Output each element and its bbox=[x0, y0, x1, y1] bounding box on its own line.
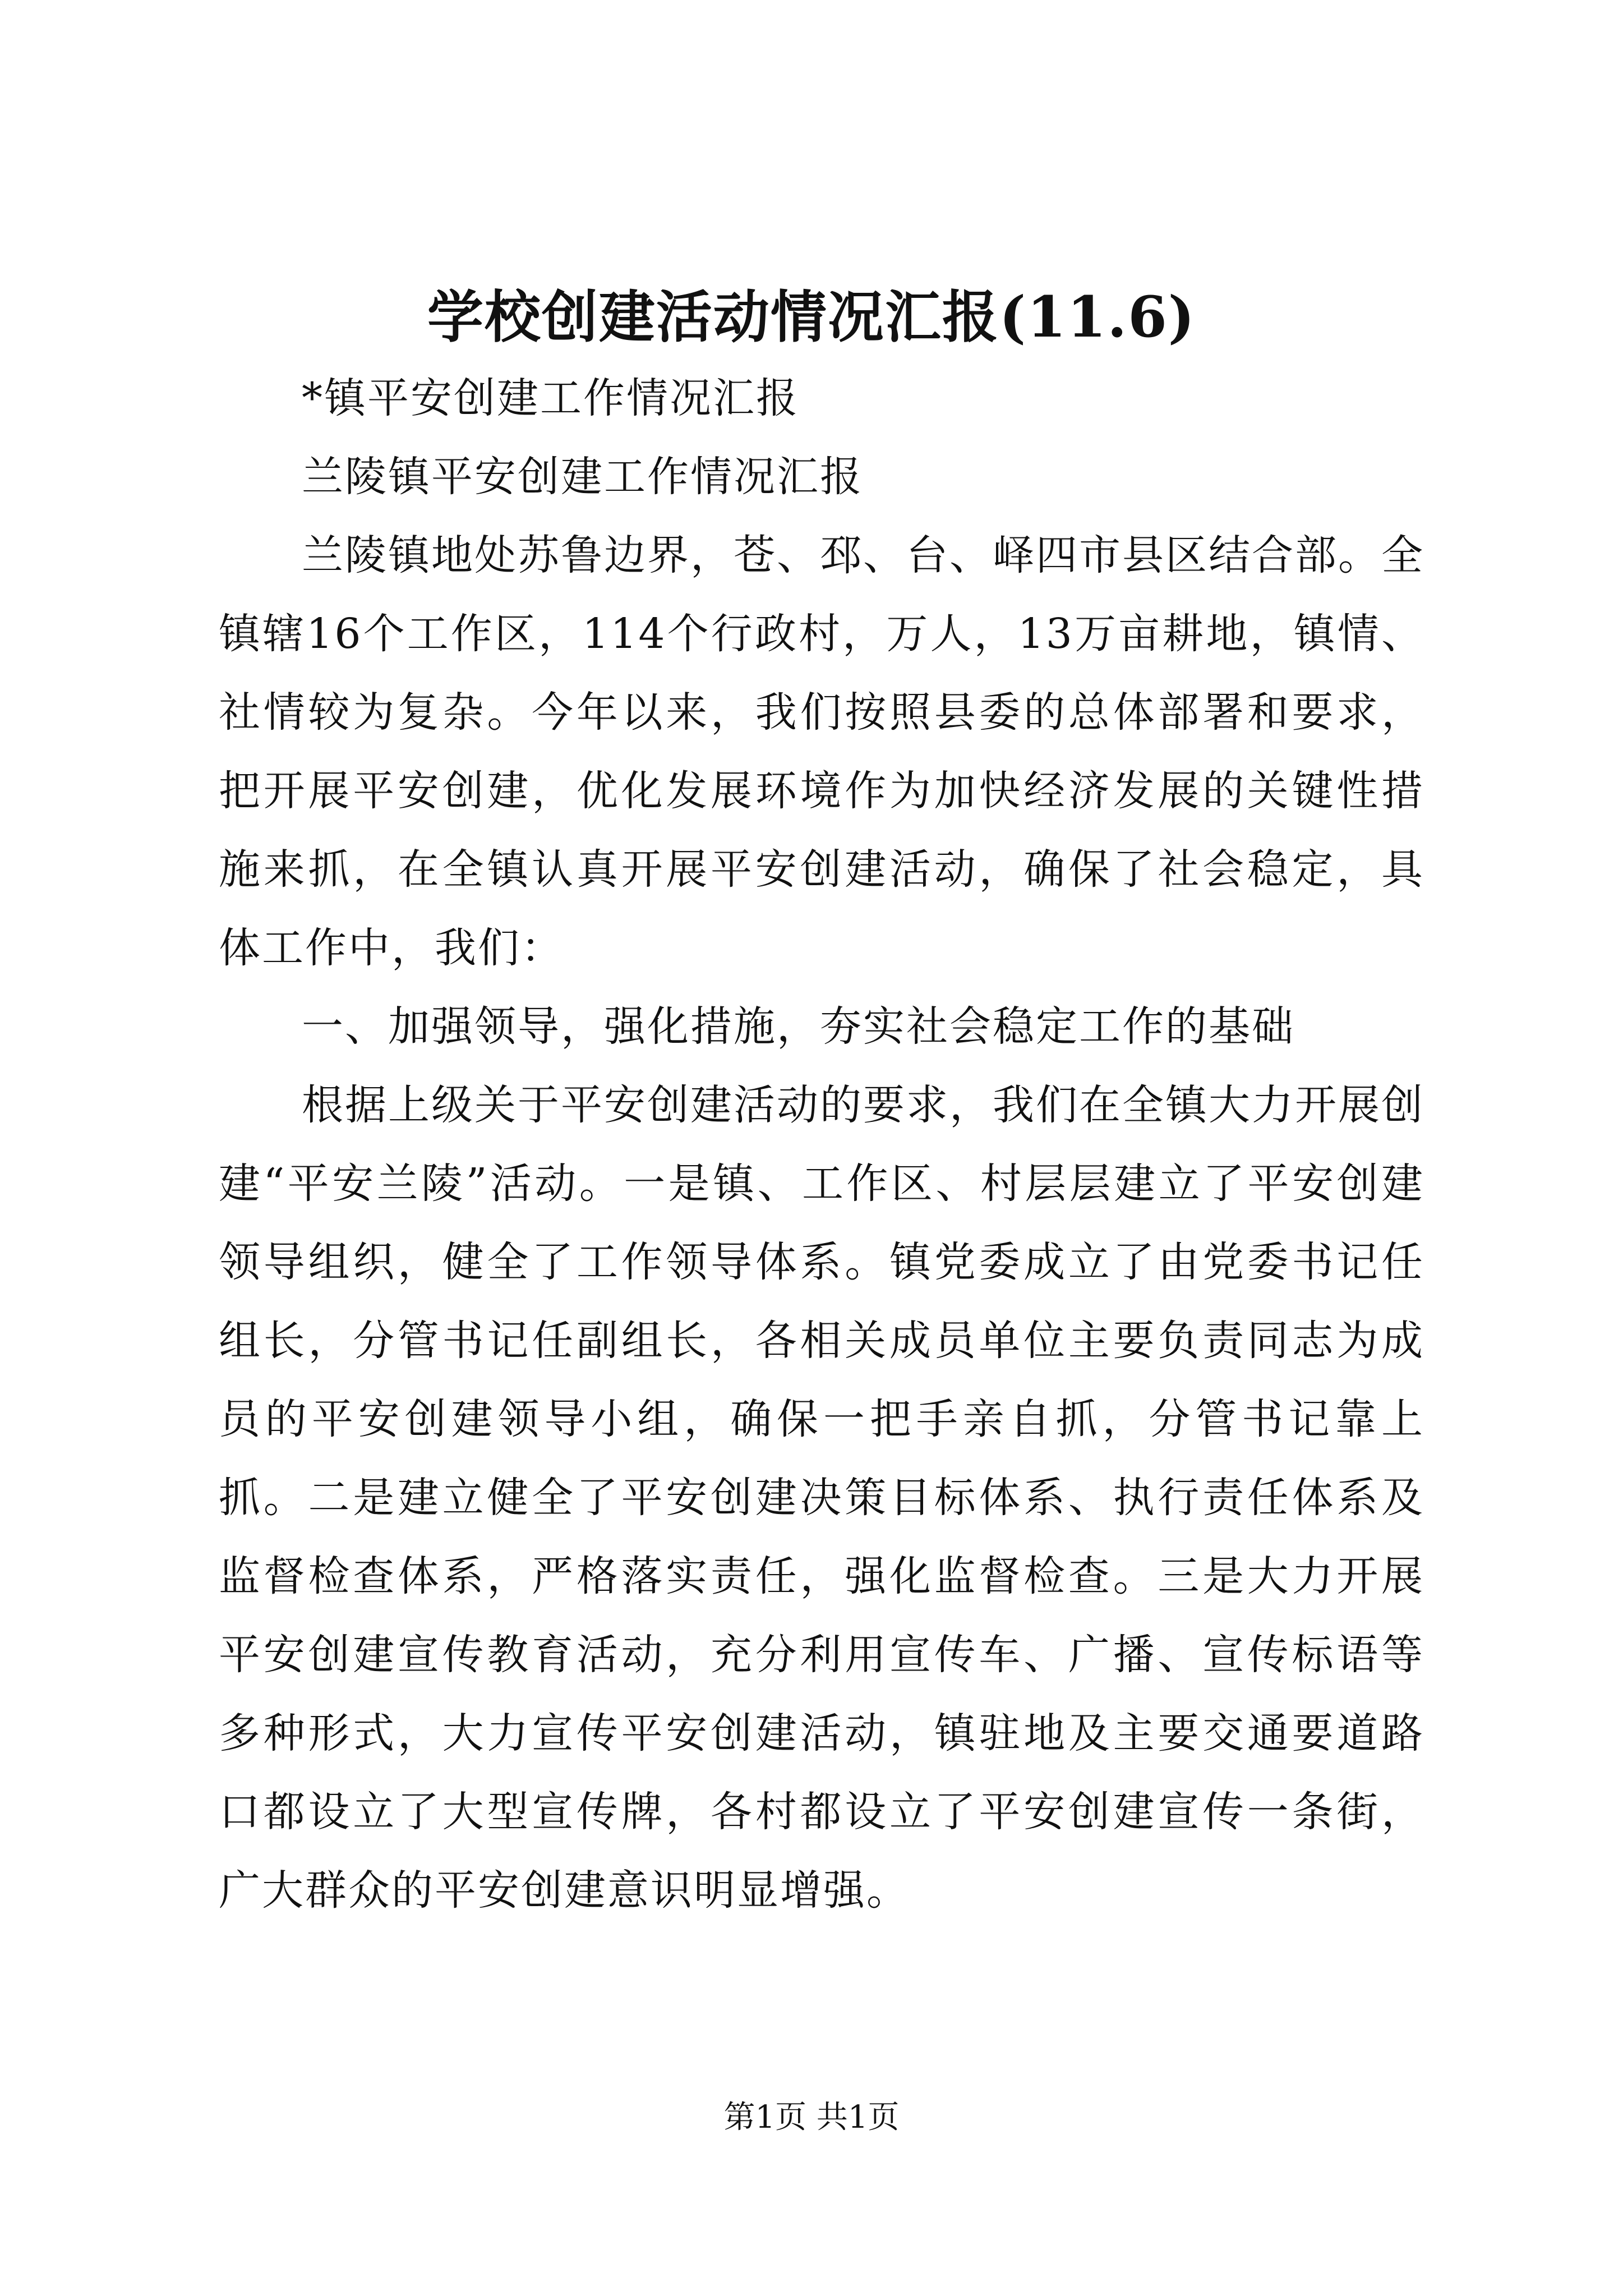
paragraph-intro: 兰陵镇地处苏鲁边界，苍、邳、台、峄四市县区结合部。全镇辖16个工作区，114个行政村，万人，13万亩耕地，镇情、社情较为复杂。今年以来，我们按照县委的总体部署和要求，把开展平安创建，优化发展环境作为加快经济发展的关键性措施来抓，在全镇认真开展平安创建活动，确保了社会稳定，具体工作中，我们： bbox=[219, 531, 1424, 972]
paragraph-subtitle-2: 兰陵镇平安创建工作情况汇报 bbox=[302, 453, 863, 501]
page-footer: 第1页 共1页 bbox=[723, 2099, 900, 2136]
document-title: 学校创建活动情况汇报(11.6) bbox=[427, 284, 1196, 350]
paragraph-subtitle-1: *镇平安创建工作情况汇报 bbox=[302, 374, 799, 422]
document-body bbox=[219, 359, 1424, 1930]
paragraph-section-body: 根据上级关于平安创建活动的要求，我们在全镇大力开展创建“平安兰陵”活动。一是镇、工作区、村层层建立了平安创建领导组织，健全了工作领导体系。镇党委成立了由党委书记任组长，分管书记任副组长，各相关成员单位主要负责同志为成员的平安创建领导小组，确保一把手亲自抓，分管书记靠上抓。二是建立健全了平安创建决策目标体系、执行责任体系及监督检查体系，严格落实责任，强化监督检查。三是大力开展平安创建宣传教育活动，充分利用宣传车、广播、宣传标语等多种形式，大力宣传平安创建活动，镇驻地及主要交通要道路口都设立了大型宣传牌，各村都设立了平安创建宣传一条街，广大群众的平安创建意识明显增强。 bbox=[219, 1081, 1424, 1915]
paragraph-section-heading: 一、加强领导，强化措施，夯实社会稳定工作的基础 bbox=[302, 1002, 1295, 1051]
